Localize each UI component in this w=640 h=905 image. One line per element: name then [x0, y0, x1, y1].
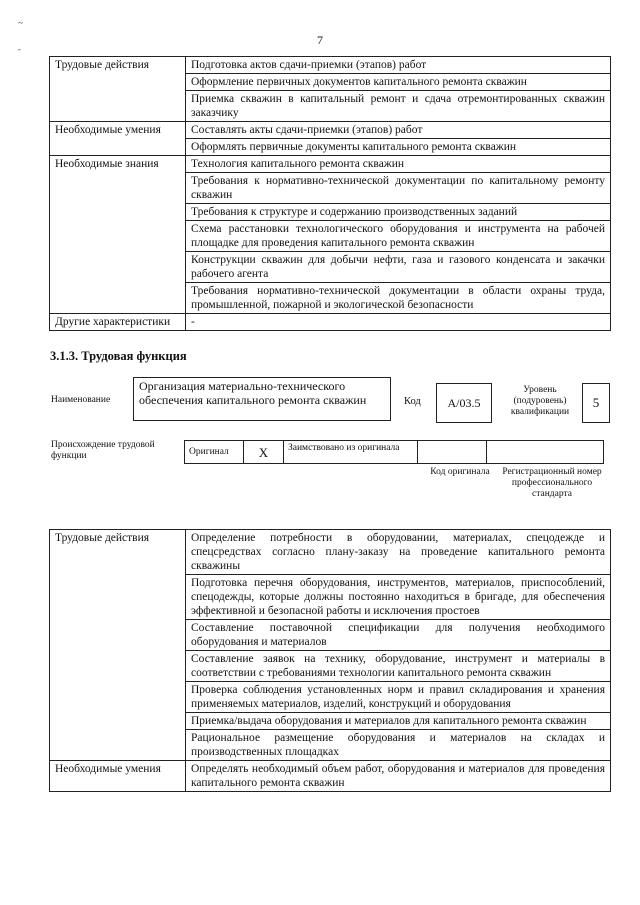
name-label: Наименование	[51, 395, 111, 405]
margin-mark-top: ~	[18, 18, 23, 28]
requirement-item: Составлять акты сдачи-приемки (этапов) работ	[186, 122, 611, 139]
top-requirements-table	[49, 56, 611, 331]
table-row	[50, 314, 611, 331]
borrowed-label: Заимствовано из оригинала	[283, 440, 418, 464]
requirement-item: Составление поставочной спецификации для получения необходимого оборудования и материалов	[186, 620, 611, 651]
row-group-label: Трудовые действия	[50, 57, 186, 122]
reg-number-label: Регистрационный номер профессионального стандарта	[502, 467, 602, 499]
table-row	[50, 156, 611, 173]
requirement-item: Рациональное размещение оборудования и материалов на складах и производственных площадках	[186, 730, 611, 761]
origin-label: Происхождение трудовой функции	[51, 440, 155, 461]
level-box: 5	[582, 383, 610, 423]
code-original-cell	[417, 440, 487, 464]
requirement-item: Конструкции скважин для добычи нефти, газа и газового конденсата и закачки рабочего агента	[186, 252, 611, 283]
table-row	[50, 530, 611, 575]
function-name-box: Организация материально-технического обеспечения капитального ремонта скважин	[133, 377, 391, 421]
requirement-item: -	[186, 314, 611, 331]
requirement-item: Требования к структуре и содержанию производственных заданий	[186, 204, 611, 221]
requirement-item: Подготовка перечня оборудования, инструментов, материалов, приспособлений, спецодежды, которые должны постоянно находиться в бригаде, для обеспечения эффективной и безопасной работы и исключения простоев	[186, 575, 611, 620]
row-group-label: Трудовые действия	[50, 530, 186, 761]
requirement-item: Составление заявок на технику, оборудование, инструмент и материалы в соответствии с требованиями технологии капитального ремонта скважин	[186, 651, 611, 682]
requirement-item: Подготовка актов сдачи-приемки (этапов) работ	[186, 57, 611, 74]
code-label: Код	[404, 396, 421, 407]
requirement-item: Приемка/выдача оборудования и материалов для капитального ремонта скважин	[186, 713, 611, 730]
row-group-label: Необходимые умения	[50, 761, 186, 792]
code-original-label: Код оригинала	[430, 467, 490, 477]
level-label: Уровень (подуровень) квалификации	[510, 385, 570, 417]
requirement-item: Оформлять первичные документы капитального ремонта скважин	[186, 139, 611, 156]
requirement-item: Определять необходимый объем работ, оборудования и материалов для проведения капитального ремонта скважин	[186, 761, 611, 792]
table-row	[50, 122, 611, 139]
margin-mark-side: -	[18, 44, 21, 54]
original-mark: X	[243, 440, 284, 464]
table-row	[50, 761, 611, 792]
requirement-item: Определение потребности в оборудовании, материалах, спецодежде и спецсредствах согласно плану-заказу на проведение капитального ремонта скважины	[186, 530, 611, 575]
table-row	[50, 57, 611, 74]
bottom-requirements-table	[49, 529, 611, 792]
section-heading: 3.1.3. Трудовая функция	[50, 349, 187, 363]
requirement-item: Проверка соблюдения установленных норм и правил складирования и хранения применяемых материалов, изделий, конструкций и оборудования	[186, 682, 611, 713]
row-group-label: Другие характеристики	[50, 314, 186, 331]
origin-row	[185, 440, 604, 464]
row-group-label: Необходимые умения	[50, 122, 186, 156]
requirement-item: Требования к нормативно-технической документации по капитальному ремонту скважин	[186, 173, 611, 204]
requirement-item: Оформление первичных документов капитального ремонта скважин	[186, 74, 611, 91]
requirement-item: Схема расстановки технологического оборудования и инструмента на рабочей площадке для проведения капитального ремонта скважин	[186, 221, 611, 252]
requirement-item: Приемка скважин в капитальный ремонт и сдача отремонтированных скважин заказчику	[186, 91, 611, 122]
original-label: Оригинал	[184, 440, 244, 464]
requirement-item: Технология капитального ремонта скважин	[186, 156, 611, 173]
function-code-box: A/03.5	[436, 383, 492, 423]
reg-number-cell	[486, 440, 604, 464]
requirement-item: Требования нормативно-технической документации в области охраны труда, промышленной, пожарной и экологической безопасности	[186, 283, 611, 314]
page-number: 7	[317, 33, 323, 47]
row-group-label: Необходимые знания	[50, 156, 186, 314]
